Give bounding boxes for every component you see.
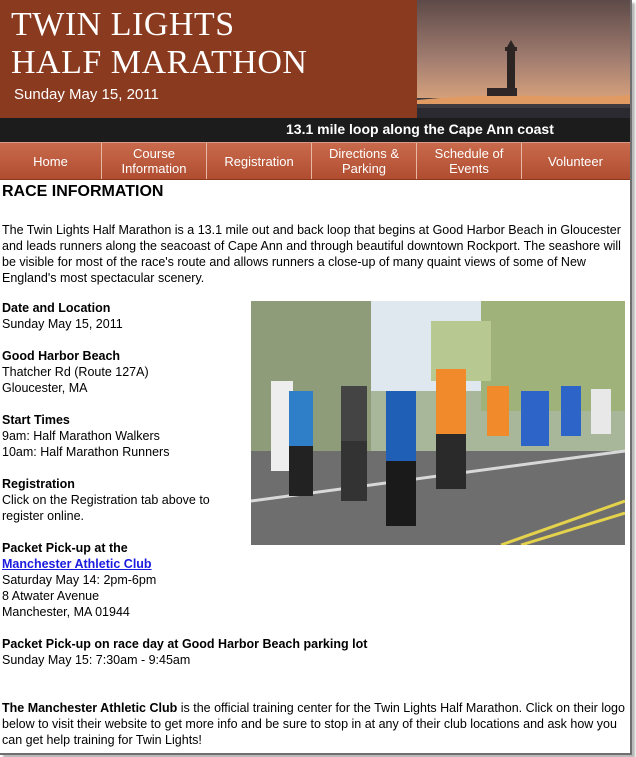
date-location-section [2, 300, 252, 332]
tagline: 13.1 mile loop along the Cape Ann coast [286, 121, 554, 137]
main-nav [0, 142, 630, 180]
location-line2: Gloucester, MA [2, 381, 88, 395]
registration-text: Click on the Registration tab above to register online. [2, 493, 210, 523]
race-day-pickup-section [2, 636, 628, 668]
page-heading: RACE INFORMATION [2, 183, 164, 200]
registration-heading: Registration [2, 477, 75, 491]
packet-line1: Saturday May 14: 2pm-6pm [2, 573, 157, 587]
nav-directions-parking[interactable]: Directions & Parking [312, 143, 417, 179]
club-text: is the official training center for the Twin Lights Half Marathon. Click on their logo below to visit their website to get more info and be sure to stop in at any of their club locations and ask how you can get help training for Twin Lights! [2, 701, 625, 747]
packet-line2: 8 Atwater Avenue [2, 589, 100, 603]
start-time-runners: 10am: Half Marathon Runners [2, 445, 170, 459]
nav-volunteer[interactable]: Volunteer [548, 153, 603, 169]
manchester-athletic-club-link[interactable]: Manchester Athletic Club [2, 557, 152, 571]
intro-paragraph: The Twin Lights Half Marathon is a 13.1 mile out and back loop that begins at Good Harbor Beach in Gloucester and leads runners along the seacoast of Cape Ann and through beautiful downtown Rockport. The seashore will be visible for most of the race's route and allows runners a close-up of many quaint views of some of New England's most spectacular scenery. [2, 223, 621, 285]
lighthouse-photo [417, 0, 630, 118]
club-paragraph [2, 700, 628, 748]
registration-section [2, 476, 242, 524]
runners-photo [251, 301, 625, 545]
event-date: Sunday May 15, 2011 [14, 86, 159, 103]
nav-course-information[interactable]: Course Information [102, 143, 207, 179]
tagline-bar [0, 118, 630, 142]
nav-home[interactable]: Home [0, 143, 102, 179]
site-title [11, 6, 307, 82]
packet-line3: Manchester, MA 01944 [2, 605, 130, 619]
start-times-section [2, 412, 252, 460]
club-name: The Manchester Athletic Club [2, 701, 178, 715]
race-day-text: Sunday May 15: 7:30am - 9:45am [2, 653, 191, 667]
start-times-heading: Start Times [2, 413, 70, 427]
site-title-line1: TWIN LIGHTS [11, 6, 235, 43]
date-heading: Date and Location [2, 301, 111, 315]
location-line1: Thatcher Rd (Route 127A) [2, 365, 149, 379]
nav-registration[interactable]: Registration [207, 143, 312, 179]
site-title-line2: HALF MARATHON [11, 44, 308, 81]
nav-schedule-of-events[interactable]: Schedule of Events [417, 143, 522, 179]
packet-pickup-section [2, 540, 252, 620]
main-content [2, 183, 628, 747]
start-time-walkers: 9am: Half Marathon Walkers [2, 429, 160, 443]
date-value: Sunday May 15, 2011 [2, 317, 123, 331]
packet-heading: Packet Pick-up at the [2, 541, 128, 555]
location-section [2, 348, 252, 396]
location-heading: Good Harbor Beach [2, 349, 121, 363]
race-day-heading: Packet Pick-up on race day at Good Harbor Beach parking lot [2, 637, 368, 651]
